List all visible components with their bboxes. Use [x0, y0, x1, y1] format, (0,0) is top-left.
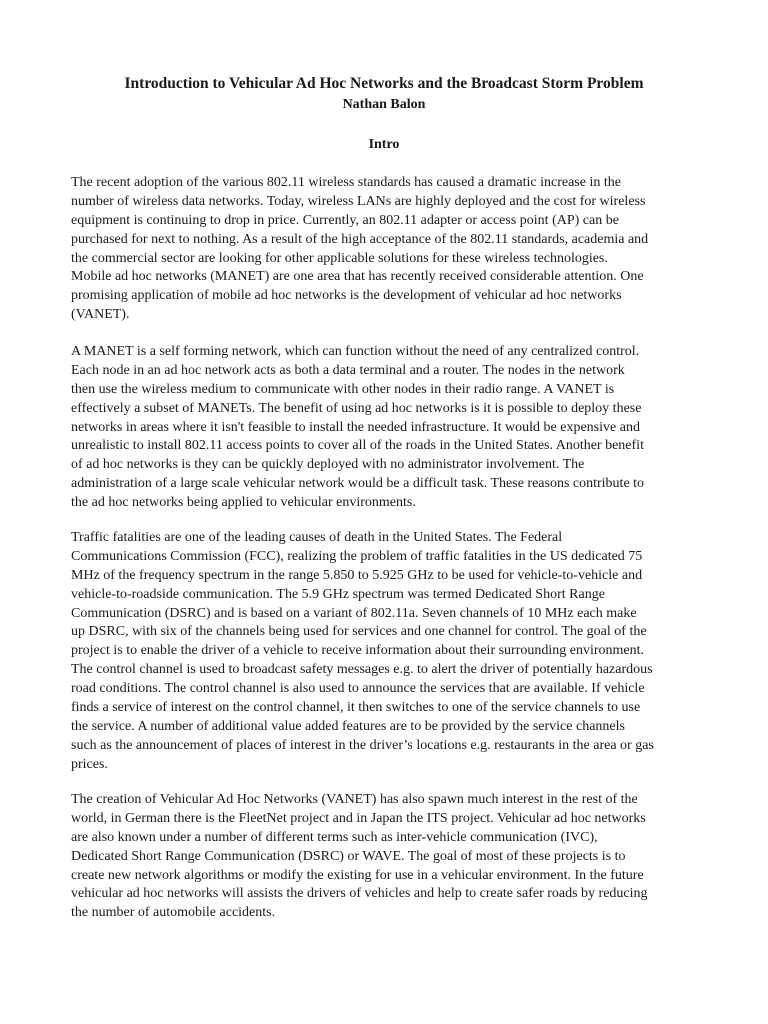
paragraph-line: The control channel is used to broadcast safety messages e.g. to alert the driver of potentially hazardous [71, 662, 653, 678]
paragraph-line: unrealistic to install 802.11 access points to cover all of the roads in the United States. Another benefit [71, 438, 644, 454]
paragraph-line: promising application of mobile ad hoc networks is the development of vehicular ad hoc networks [71, 288, 622, 304]
paragraph-line: equipment is continuing to drop in price. Currently, an 802.11 adapter or access point (AP) can be [71, 212, 619, 228]
paragraph-line: number of wireless data networks. Today, wireless LANs are highly deployed and the cost for wireless [71, 193, 646, 209]
paragraph-line: finds a service of interest on the control channel, it then switches to one of the service channels to use [71, 700, 641, 716]
paragraph-line: administration of a large scale vehicular network would be a difficult task. These reasons contribute to [71, 476, 645, 492]
paragraph-line: Communication (DSRC) and is based on a variant of 802.11a. Seven channels of 10 MHz each make [71, 605, 637, 621]
paragraph [71, 174, 701, 325]
paragraph-line: effectively a subset of MANETs. The benefit of using ad hoc networks is it is possible to deploy these [71, 400, 642, 416]
paragraph-line: world, in German there is the FleetNet project and in Japan the ITS project. Vehicular ad hoc networks [71, 810, 646, 826]
paragraph-line: vehicle-to-roadside communication. The 5.9 GHz spectrum was termed Dedicated Short Range [71, 586, 605, 602]
paragraph-line: prices. [71, 756, 108, 772]
paragraph-line: are also known under a number of different terms such as inter-vehicle communication (IVC), [71, 829, 598, 845]
paragraph-line: project is to enable the driver of a vehicle to receive information about their surrounding environment. [71, 643, 645, 659]
paragraph-line: networks in areas where it isn't feasible to install the needed infrastructure. It would be expensive and [71, 419, 640, 435]
paragraph [71, 343, 701, 513]
paragraph-line: of ad hoc networks is they can be quickly deployed with no administrator involvement. The [71, 457, 585, 473]
paper-title: Introduction to Vehicular Ad Hoc Networks and the Broadcast Storm Problem [124, 75, 644, 92]
paragraph-line: create new network algorithms or modify the existing for use in a vehicular environment. In the future [71, 867, 644, 883]
paragraph-line: MHz of the frequency spectrum in the range 5.850 to 5.925 GHz to be used for vehicle-to-vehicle and [71, 567, 643, 583]
paragraph-line: the service. A number of additional value added features are to be provided by the service channels [71, 718, 625, 734]
author-name: Nathan Balon [342, 97, 426, 112]
paragraph-line: such as the announcement of places of interest in the driver’s locations e.g. restaurants in the area or gas [71, 737, 654, 753]
paragraph-line: road conditions. The control channel is also used to announce the services that are available. If vehicle [71, 681, 645, 697]
paragraph-line: then use the wireless medium to communicate with other nodes in their radio range. A VANET is [71, 381, 615, 397]
paragraph-line: up DSRC, with six of the channels being used for services and one channel for control. The goal of the [71, 624, 647, 640]
paragraph-line: Each node in an ad hoc network acts as both a data terminal and a router. The nodes in the network [71, 362, 625, 378]
paragraph-line: Mobile ad hoc networks (MANET) are one area that has recently received considerable attention. One [71, 269, 644, 285]
section-heading-intro: Intro [368, 137, 400, 152]
paragraph-line: the commercial sector are looking for other applicable solutions for these wireless technologies. [71, 250, 608, 266]
paragraph-line: The creation of Vehicular Ad Hoc Networks (VANET) has also spawn much interest in the rest of the [71, 792, 638, 807]
paragraph [71, 791, 701, 923]
paragraph-line: (VANET). [71, 307, 130, 323]
paragraph-line: the number of automobile accidents. [71, 905, 276, 921]
paragraph-line: purchased for next to nothing. As a result of the high acceptance of the 802.11 standards, academia and [71, 231, 649, 247]
paragraph-line: Communications Commission (FCC), realizing the problem of traffic fatalities in the US dedicated 75 [71, 548, 643, 564]
paragraph-line: A MANET is a self forming network, which can function without the need of any centralized control. [71, 344, 640, 359]
paragraph-line: the ad hoc networks being applied to vehicular environments. [71, 495, 416, 511]
paragraph-line: Dedicated Short Range Communication (DSRC) or WAVE. The goal of most of these projects is to [71, 848, 626, 864]
paragraph [71, 529, 701, 775]
paragraph-line: vehicular ad hoc networks will assists the drivers of vehicles and help to create safer roads by reducing [71, 886, 648, 902]
paragraph-line: The recent adoption of the various 802.11 wireless standards has caused a dramatic increase in the [71, 175, 621, 190]
paragraph-line: Traffic fatalities are one of the leading causes of death in the United States. The Federal [71, 530, 563, 545]
